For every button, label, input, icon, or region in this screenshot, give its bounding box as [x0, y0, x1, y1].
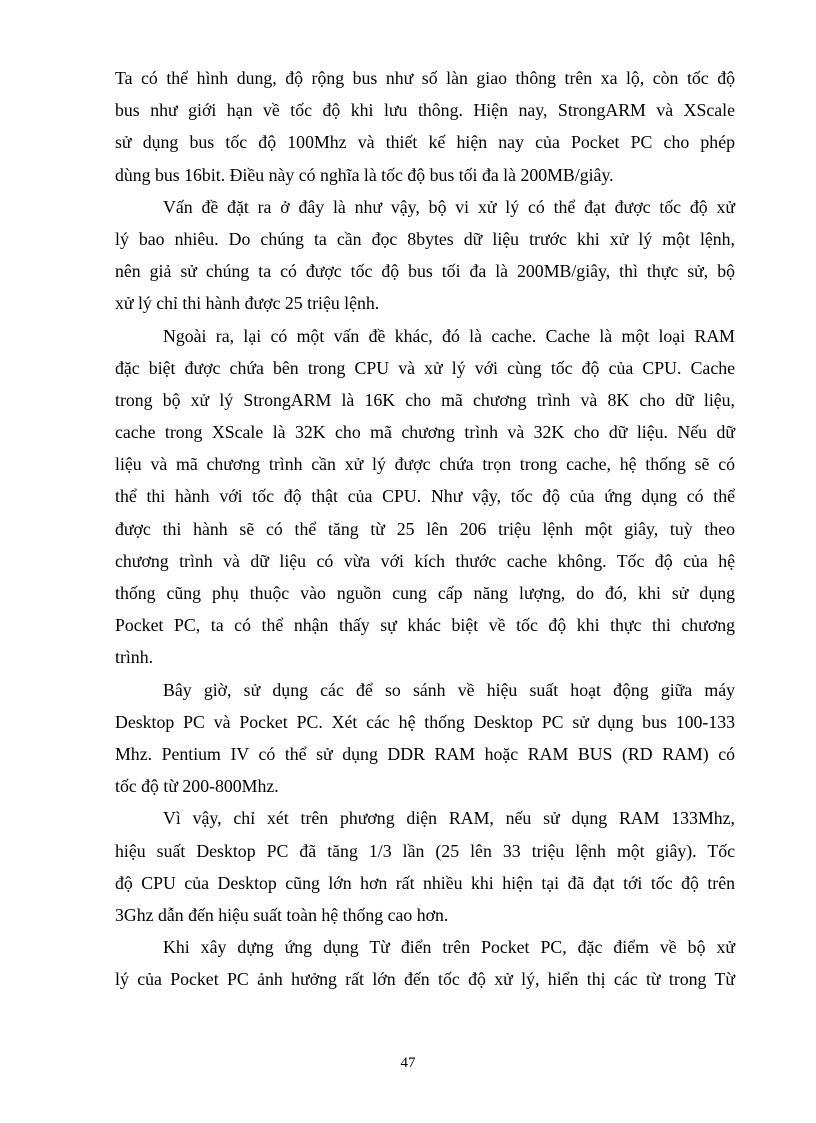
- text-line: liệu và mã chương trình cần xử lý được chứa trọn trong cache, hệ thống sẽ có: [115, 454, 735, 475]
- text-line: đặc biệt được chứa bên trong CPU và xử lý với cùng tốc độ của CPU. Cache: [115, 357, 735, 378]
- text-line: trình.: [115, 647, 154, 668]
- text-line: thể thi hành với tốc độ thật của CPU. Như vậy, tốc độ của ứng dụng có thể: [115, 486, 735, 507]
- text-line: dùng bus 16bit. Điều này có nghĩa là tốc độ bus tối đa là 200MB/giây.: [115, 164, 614, 185]
- text-line: cache trong XScale là 32K cho mã chương trình và 32K cho dữ liệu. Nếu dữ: [115, 422, 735, 443]
- text-line: Desktop PC và Pocket PC. Xét các hệ thống Desktop PC sử dụng bus 100-133: [115, 711, 735, 732]
- text-line: được thi hành sẽ có thể tăng từ 25 lên 206 triệu lệnh một giây, tuỳ theo: [115, 518, 735, 539]
- paragraph-3: [115, 320, 735, 674]
- text-line: trong bộ xử lý StrongARM là 16K cho mã chương trình và 8K cho dữ liệu,: [115, 389, 735, 410]
- paragraph-5: [115, 802, 735, 931]
- text-line: tốc độ từ 200-800Mhz.: [115, 776, 279, 797]
- text-line: Pocket PC, ta có thể nhận thấy sự khác biệt về tốc độ khi thực thi chương: [115, 615, 735, 636]
- paragraph-6: [115, 931, 735, 995]
- text-line: Ta có thể hình dung, độ rộng bus như số làn giao thông trên xa lộ, còn tốc độ: [115, 68, 735, 88]
- paragraph-2: [115, 191, 735, 320]
- text-line: 3Ghz dẫn đến hiệu suất toàn hệ thống cao hơn.: [115, 904, 449, 925]
- text-line: lý bao nhiêu. Do chúng ta cần đọc 8bytes dữ liệu trước khi xử lý một lệnh,: [115, 228, 735, 249]
- paragraph-1: [115, 62, 735, 191]
- text-line: độ CPU của Desktop cũng lớn hơn rất nhiều khi hiện tại đã đạt tới tốc độ trên: [115, 872, 735, 893]
- text-line: thống cũng phụ thuộc vào nguồn cung cấp năng lượng, do đó, khi sử dụng: [115, 583, 735, 603]
- paragraph-4: [115, 674, 735, 803]
- text-line: chương trình và dữ liệu có vừa với kích thước cache không. Tốc độ của hệ: [115, 550, 735, 571]
- text-line: Vấn đề đặt ra ở đây là như vậy, bộ vi xử lý có thể đạt được tốc độ xử: [163, 196, 735, 217]
- text-line: lý của Pocket PC ảnh hưởng rất lớn đến tốc độ xử lý, hiển thị các từ trong Từ: [115, 969, 735, 990]
- text-line: nên giả sử chúng ta có được tốc độ bus tối đa là 200MB/giây, thì thực sử, bộ: [115, 261, 735, 282]
- text-line: hiệu suất Desktop PC đã tăng 1/3 lần (25 lên 33 triệu lệnh một giây). Tốc: [115, 840, 735, 861]
- text-line: xử lý chỉ thi hành được 25 triệu lệnh.: [115, 293, 380, 314]
- text-line: Khi xây dựng ứng dụng Từ điển trên Pocket PC, đặc điểm về bộ xử: [163, 937, 735, 958]
- text-line: Ngoài ra, lại có một vấn đề khác, đó là cache. Cache là một loại RAM: [163, 325, 735, 346]
- document-body: [115, 62, 735, 995]
- page-number: 47: [400, 1055, 416, 1071]
- text-line: bus như giới hạn về tốc độ khi lưu thông. Hiện nay, StrongARM và XScale: [115, 100, 735, 121]
- text-line: Bây giờ, sử dụng các để so sánh về hiệu suất hoạt động giữa máy: [163, 679, 735, 700]
- text-line: sử dụng bus tốc độ 100Mhz và thiết kế hiện nay của Pocket PC cho phép: [115, 132, 735, 153]
- text-line: Mhz. Pentium IV có thể sử dụng DDR RAM hoặc RAM BUS (RD RAM) có: [115, 743, 735, 764]
- text-line: Vì vậy, chỉ xét trên phương diện RAM, nếu sử dụng RAM 133Mhz,: [163, 808, 735, 829]
